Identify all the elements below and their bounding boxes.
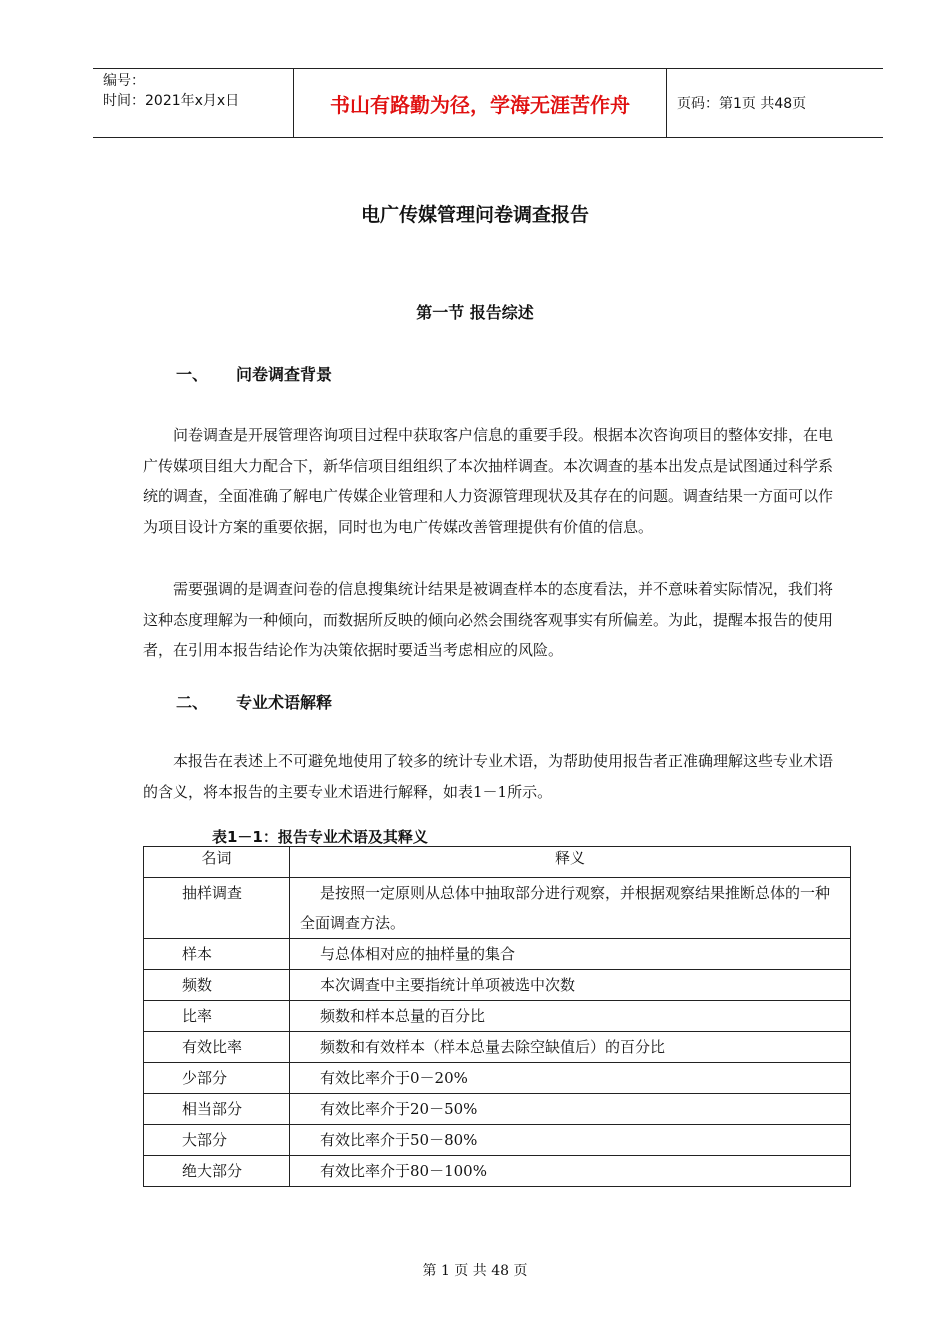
table-row bbox=[144, 939, 851, 970]
section-title: 第一节 报告综述 bbox=[416, 303, 534, 322]
column-header-term: 名词 bbox=[144, 847, 290, 878]
heading-background bbox=[176, 362, 332, 385]
table-row bbox=[144, 970, 851, 1001]
page-footer: 第 1 页 共 48 页 bbox=[422, 1263, 528, 1279]
term-cell: 大部分 bbox=[144, 1125, 290, 1156]
table-row bbox=[144, 1063, 851, 1094]
page-header bbox=[93, 68, 883, 138]
table-row bbox=[144, 1001, 851, 1032]
term-cell: 相当部分 bbox=[144, 1094, 290, 1125]
term-cell: 频数 bbox=[144, 970, 290, 1001]
term-cell: 抽样调查 bbox=[144, 878, 290, 939]
paragraph: 问卷调查是开展管理咨询项目过程中获取客户信息的重要手段。根据本次咨询项目的整体安排，在电广传媒项目组大力配合下，新华信项目组组织了本次抽样调查。本次调查的基本出发点是试图通过科学系统的调查，全面准确了解电广传媒企业管理和人力资源管理现状及其存在的问题。调查结果一方面可以作为项目设计方案的重要依据，同时也为电广传媒改善管理提供有价值的信息。 bbox=[143, 426, 834, 536]
header-motto: 书山有路勤为径，学海无涯苦作舟 bbox=[294, 69, 667, 137]
terms-table bbox=[143, 846, 851, 1187]
definition-cell: 频数和有效样本（样本总量去除空缺值后）的百分比 bbox=[290, 1032, 851, 1063]
heading-text: 问卷调查背景 bbox=[236, 365, 333, 384]
heading-terminology bbox=[176, 690, 332, 713]
header-page-info: 页码：第1页 共48页 bbox=[677, 96, 807, 112]
paragraph: 本报告在表述上不可避免地使用了较多的统计专业术语，为帮助使用报告者正准确理解这些专业术语的含义，将本报告的主要专业术语进行解释，如表1－1所示。 bbox=[143, 752, 834, 801]
time-label: 时间：2021年x月x日 bbox=[103, 93, 240, 109]
heading-number: 一、 bbox=[176, 365, 209, 384]
paragraph: 需要强调的是调查问卷的信息搜集统计结果是被调查样本的态度看法，并不意味着实际情况，我们将这种态度理解为一种倾向，而数据所反映的倾向必然会围绕客观事实有所偏差。为此，提醒本报告的使用者，在引用本报告结论作为决策依据时要适当考虑相应的风险。 bbox=[143, 580, 834, 659]
heading-text: 专业术语解释 bbox=[236, 693, 333, 712]
definition-cell: 有效比率介于0－20% bbox=[290, 1063, 851, 1094]
definition-cell: 频数和样本总量的百分比 bbox=[290, 1001, 851, 1032]
definition-cell: 有效比率介于20－50% bbox=[290, 1094, 851, 1125]
definition-cell: 是按照一定原则从总体中抽取部分进行观察，并根据观察结果推断总体的一种全面调查方法。 bbox=[290, 878, 851, 939]
table-row bbox=[144, 1125, 851, 1156]
definition-cell: 有效比率介于80－100% bbox=[290, 1156, 851, 1187]
table-row bbox=[144, 1156, 851, 1187]
definition-cell: 与总体相对应的抽样量的集合 bbox=[290, 939, 851, 970]
definition-cell: 本次调查中主要指统计单项被选中次数 bbox=[290, 970, 851, 1001]
serial-label: 编号： bbox=[103, 73, 145, 89]
term-cell: 绝大部分 bbox=[144, 1156, 290, 1187]
table-header-row bbox=[144, 847, 851, 878]
table-row bbox=[144, 1094, 851, 1125]
table-caption: 表1－1：报告专业术语及其释义 bbox=[212, 828, 428, 846]
heading-number: 二、 bbox=[176, 693, 209, 712]
document-title: 电广传媒管理问卷调查报告 bbox=[360, 204, 589, 226]
table-row bbox=[144, 1032, 851, 1063]
term-cell: 样本 bbox=[144, 939, 290, 970]
definition-cell: 有效比率介于50－80% bbox=[290, 1125, 851, 1156]
term-cell: 有效比率 bbox=[144, 1032, 290, 1063]
table-row bbox=[144, 878, 851, 939]
term-cell: 比率 bbox=[144, 1001, 290, 1032]
header-meta bbox=[93, 69, 294, 137]
column-header-definition: 释义 bbox=[290, 847, 851, 878]
term-cell: 少部分 bbox=[144, 1063, 290, 1094]
